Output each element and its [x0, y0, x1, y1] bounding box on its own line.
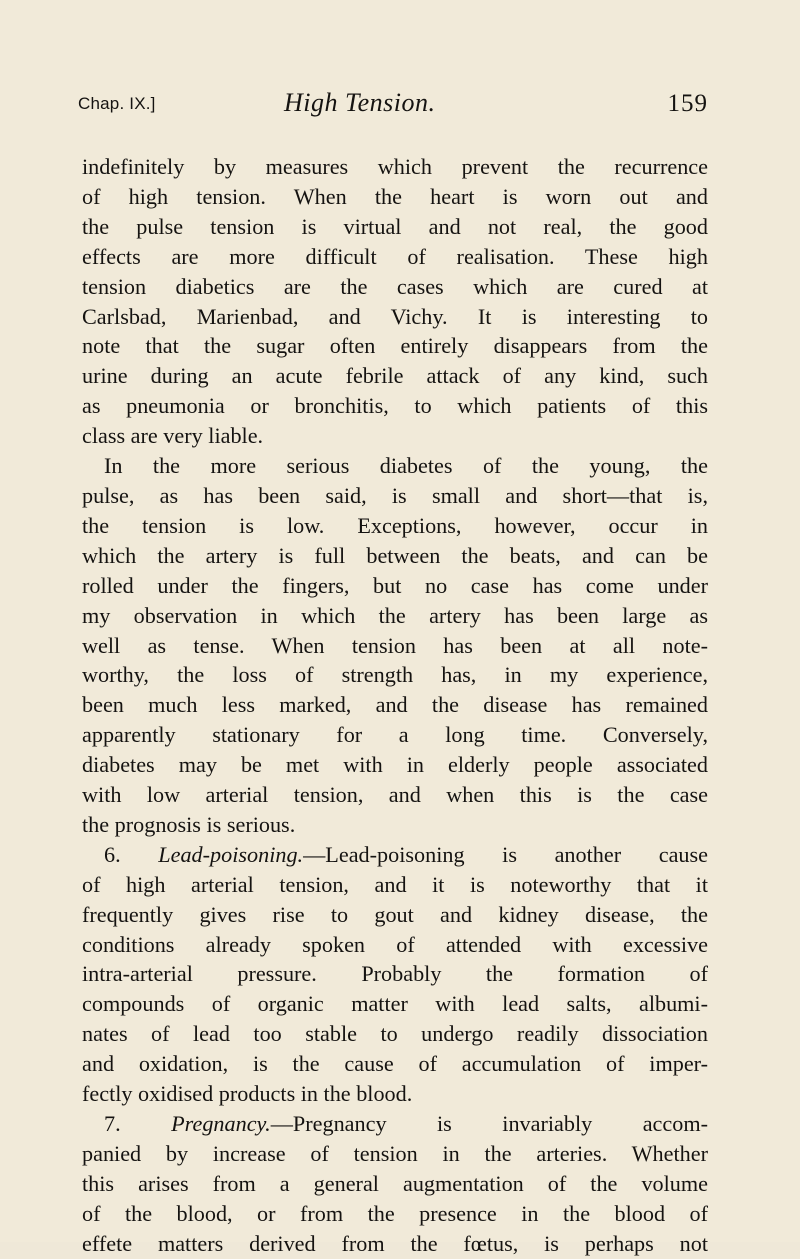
text-line: of high arterial tension, and it is noteworthy that it	[82, 871, 708, 897]
text-line: fectly oxidised products in the blood.	[82, 1081, 413, 1107]
body-text	[82, 152, 708, 1259]
text-line: note that the sugar often entirely disappears from the	[82, 333, 708, 359]
section-title: Pregnancy.	[171, 1111, 271, 1136]
section-heading-line	[82, 840, 708, 870]
text-line: apparently stationary for a long time. Conversely,	[82, 722, 708, 748]
text-line: of high tension. When the heart is worn out and	[82, 183, 708, 209]
text-line: compounds of organic matter with lead salts, albumi-	[82, 991, 708, 1017]
section-title: Lead-poisoning.	[158, 841, 304, 867]
text-line: this arises from a general augmentation of the volume	[82, 1170, 708, 1196]
text-line: urine during an acute febrile attack of any kind, such	[82, 363, 708, 389]
text-line: In the more serious diabetes of the young, the	[104, 453, 708, 479]
text-line: worthy, the loss of strength has, in my experience,	[82, 662, 708, 688]
text-line: the prognosis is serious.	[82, 811, 296, 837]
running-head	[78, 88, 708, 128]
section-heading-line	[82, 1109, 708, 1139]
text-line: my observation in which the artery has been large as	[82, 602, 708, 628]
text-line-rest: —Lead-poisoning is another cause	[303, 841, 709, 867]
text-line: the pulse tension is virtual and not real, the good	[82, 213, 708, 239]
text-line: effete matters derived from the fœtus, is perhaps not	[82, 1230, 708, 1256]
text-line: as pneumonia or bronchitis, to which patients of this	[82, 393, 708, 419]
text-line: frequently gives rise to gout and kidney disease, the	[82, 901, 708, 927]
text-line: panied by increase of tension in the arteries. Whether	[82, 1140, 708, 1166]
chapter-label: Chap. IX.]	[78, 94, 156, 113]
text-line: effects are more difficult of realisation. These high	[82, 243, 708, 269]
text-line: nates of lead too stable to undergo readily dissociation	[82, 1021, 708, 1047]
text-line: of the blood, or from the presence in the blood of	[82, 1200, 708, 1226]
text-line: been much less marked, and the disease has remained	[82, 692, 708, 718]
text-line: rolled under the fingers, but no case has come under	[82, 572, 708, 598]
section-number: 6.	[104, 841, 121, 867]
text-line: diabetes may be met with in elderly people associated	[82, 752, 708, 778]
text-line: Carlsbad, Marienbad, and Vichy. It is interesting to	[82, 303, 708, 329]
text-line: class are very liable.	[82, 423, 264, 449]
text-line: tension diabetics are the cases which are cured at	[82, 273, 708, 299]
text-line: pulse, as has been said, is small and short—that is,	[82, 482, 708, 508]
text-line: and oxidation, is the cause of accumulation of imper-	[82, 1051, 708, 1077]
text-line: the tension is low. Exceptions, however, occur in	[82, 512, 708, 538]
page-number: 159	[667, 90, 708, 117]
text-line: with low arterial tension, and when this is the case	[82, 782, 708, 808]
section-number: 7.	[104, 1111, 121, 1136]
running-title: High Tension.	[284, 88, 436, 117]
text-line: conditions already spoken of attended with excessive	[82, 931, 708, 957]
text-line: indefinitely by measures which prevent the recurrence	[82, 154, 708, 179]
text-line: well as tense. When tension has been at all note-	[82, 632, 708, 658]
text-line: intra-arterial pressure. Probably the formation of	[82, 961, 708, 987]
text-line-rest: —Pregnancy is invariably accom-	[270, 1111, 708, 1136]
text-line: which the artery is full between the beats, and can be	[82, 542, 708, 568]
